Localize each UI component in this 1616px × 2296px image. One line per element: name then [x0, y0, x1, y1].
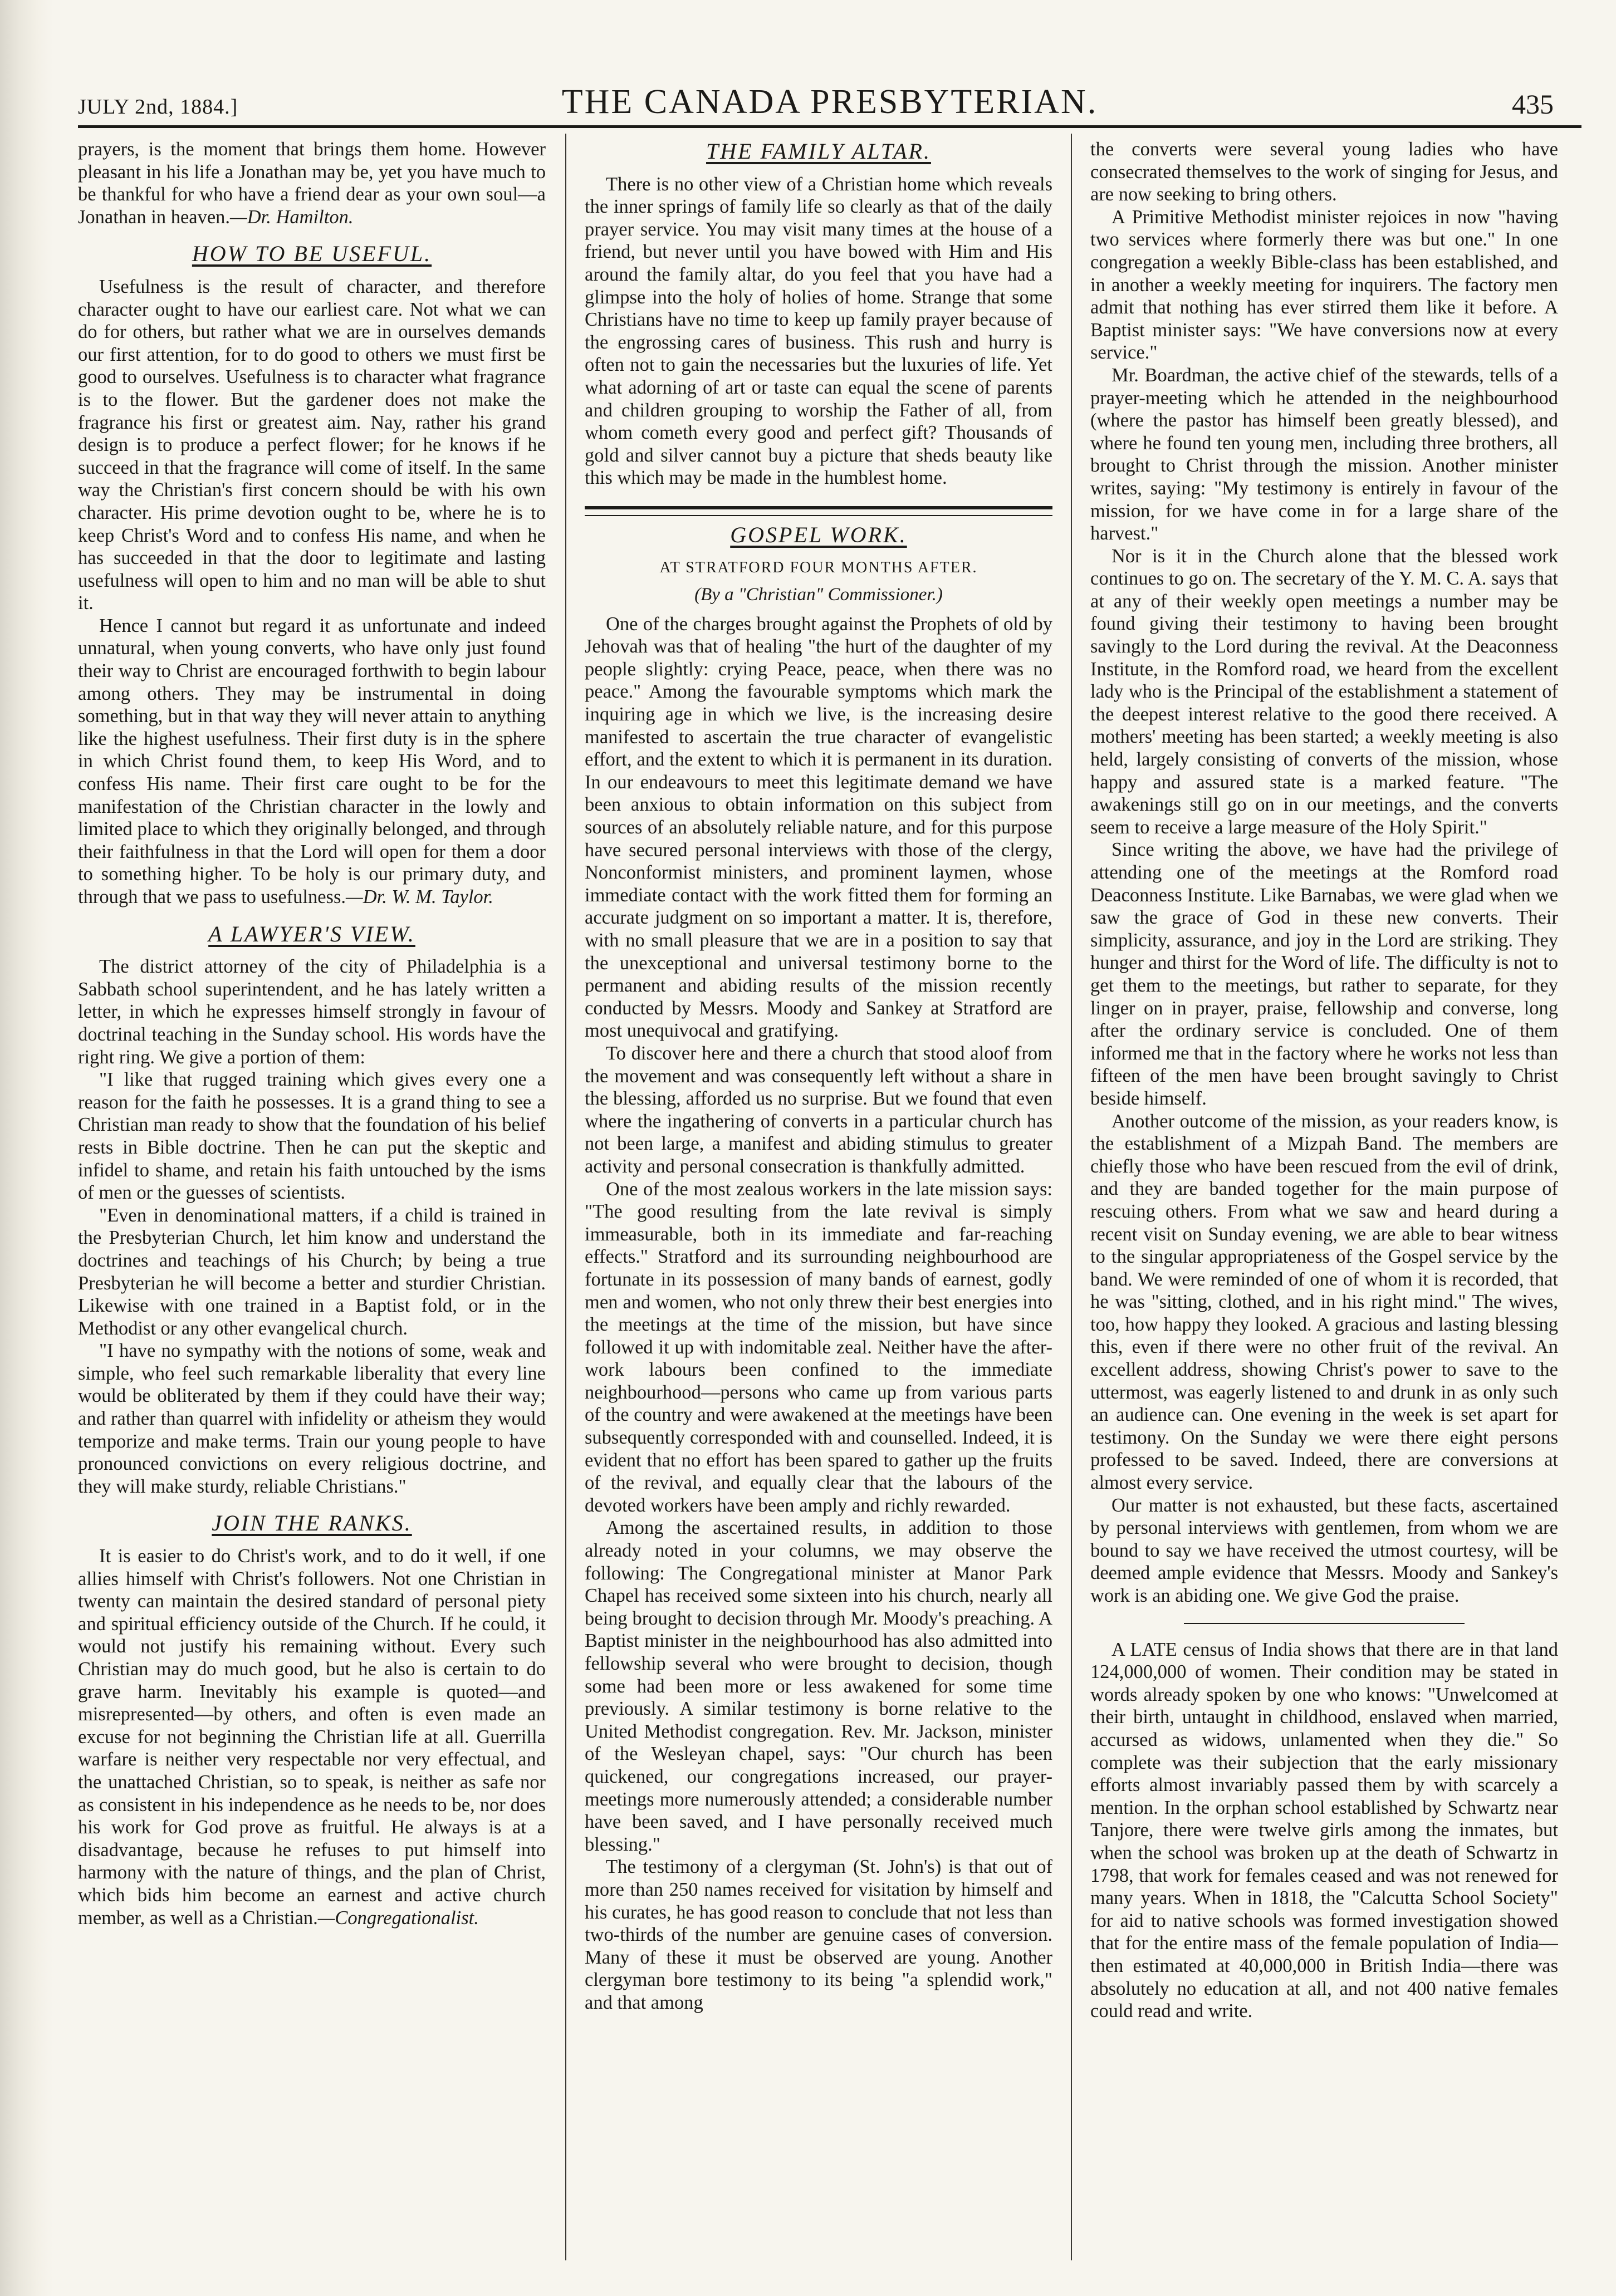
- paragraph-text: census of India shows that there are in that land 124,000,000 of women. Their condition may be stated in words already spoken by one who knows: "Unwelcomed at their birth, untaught in childhood, enslaved when married, accursed as widows, unlamented when they die." So complete was their subjection that the early missionary efforts almost invariably passed them by with scarcely a mention. In the orphan school established by Schwartz near Tanjore, there were twelve girls among the inmates, but when the school was broken up at the death of Schwartz in 1798, that work for females ceased and was not renewed for many years. When in 1818, the "Calcutta School Society" for aid to native schools was formed investigation showed that for the entire mass of the female population of India—then estimated at 40,000,000 in British India—there was absolutely no education at all, and not 400 native females could read and write.: [1090, 1638, 1558, 2022]
- column-1: [78, 138, 546, 2254]
- article-title-gospel-work: GOSPEL WORK.: [730, 522, 907, 547]
- article-continuation: [78, 138, 546, 228]
- column-divider-1: [565, 134, 566, 2260]
- newspaper-page: [78, 0, 1581, 2296]
- paragraph: the converts were several young ladies who have consecrated themselves to the work of singing for Jesus, and are now seeking to bring others.: [1090, 139, 1558, 205]
- section-rule: [585, 506, 1052, 509]
- paragraph: Since writing the above, we have had the privilege of attending one of the meetings at the Romford road Deaconness Institute. Like Barnabas, we were glad when we saw the grace of God in these new converts. Their simplicity, assurance, and joy in the Lord are striking. They hunger and thirst for the Word of life. The difficulty is not to get them to the meetings, but rather to separate, for they linger on in prayer, praise, fellowship and converse, long after the ordinary service is concluded. One of them informed me that in the factory where he works not less than fifteen of the men have been brought savingly to Christ beside himself.: [1090, 839, 1558, 1109]
- paragraph: Our matter is not exhausted, but these facts, ascertained by personal interviews with gentlemen, from whom we are bound to say we have received the utmost courtesy, will be deemed ample evidence that Messrs. Moody and Sankey's work is an abiding one. We give God the praise.: [1090, 1494, 1558, 1606]
- paragraph: One of the most zealous workers in the late mission says: "The good resulting from the late revival is simply immeasurable, both in its immediate and far-reaching effects." Stratford and its surrounding neighbourhood are fortunate in its possession of many bands of earnest, godly men and women, who not only threw their best energies into the meetings at the time of the mission, but have since followed it up with indomitable zeal. Neither have the after-work labours been confined to the immediate neighbourhood—persons who came up from various parts of the country and were awakened at the meetings have been subsequently corresponded with and counselled. Indeed, it is evident that no effort has been spared to gather up the fruits of the revival, and equally clear that the labours of the devoted workers have been amply and richly rewarded.: [585, 1178, 1052, 1516]
- paragraph: [78, 615, 546, 909]
- column-3: [1090, 138, 1558, 2254]
- paragraph: "Even in denominational matters, if a child is trained in the Presbyterian Church, let him know and understand the doctrines and teachings of his Church; by being a true Presbyterian he will become a better and sturdier Christian. Likewise with one trained in a Baptist fold, or in the Methodist or any other evangelical church.: [78, 1204, 546, 1339]
- paragraph: The district attorney of the city of Philadelphia is a Sabbath school superintendent, and he has lately written a letter, in which he expresses himself strongly in favour of doctrinal teaching in the Sunday school. His words have the right ring. We give a portion of them:: [78, 956, 546, 1068]
- book-spine-shadow: [0, 0, 53, 2296]
- page-number: 435: [1512, 89, 1554, 120]
- article-title-the-family-altar: THE FAMILY ALTAR.: [706, 139, 931, 164]
- paragraph: Nor is it in the Church alone that the blessed work continues to go on. The secretary of the Y. M. C. A. says that at any of their weekly open meetings a number may be found giving their testimony to having been brought savingly to the Lord during the revival. At the Deaconness Institute, in the Romford road, we heard from the excellent lady who is the Principal of the establishment a statement of the deepest interest relative to the good there received. A mothers' meeting has been started; a weekly meeting is also held, largely consisting of converts of the mission, whose happy and assured state is a marked feature. "The awakenings still go on in our meetings, and the converts seem to receive a large measure of the Holy Spirit.": [1090, 545, 1558, 838]
- paragraph: Mr. Boardman, the active chief of the stewards, tells of a prayer-meeting which he attended in the neighbourhood (where the pastor has himself been greatly blessed), and where he found ten young men, including three brothers, all brought to Christ through the mission. Another minister writes, saying: "My testimony is entirely in favour of the mission, for we have come in for a large share of the harvest.": [1090, 364, 1558, 544]
- article-title-join-the-ranks: JOIN THE RANKS.: [212, 1510, 412, 1536]
- paragraph-text: It is easier to do Christ's work, and to do it well, if one allies himself with Christ's followers. Not one Christian in twenty can maintain the desired standard of personal piety and spiritual efficiency outside of the Church. If he could, it would not justify his remaining without. Every such Christian may do much good, but he also is certain to do grave harm. Inevitably his example is quoted—and misrepresented—by others, and often is even made an excuse for not beginning the Christian life at all. Guerrilla warfare is neither very respectable nor very effectual, and the unattached Christian, so to speak, is neither as safe nor as consistent in his independence as he needs to be, nor does his work for God prove as fruitful. He always is at a disadvantage, because he refuses to put himself into harmony with the nature of things, and the plan of Christ, which bids him become an earnest and active church member, as well as a Christian.: [78, 1546, 546, 1929]
- paragraph: Another outcome of the mission, as your readers know, is the establishment of a Mizpah Band. The members are chiefly those who have been rescued from the evil of drink, and they are banded together for the main purpose of rescuing others. From what we saw and heard during a recent visit on Sunday evening, we are able to bear witness to the singular appropriateness of the Gospel service by the band. We were reminded of one of whom it is recorded, that he was "sitting, clothed, and in his right mind." The wives, too, how happy they looked. A gracious and lasting blessing this, even if there were no other fruit of the revival. An excellent address, showing Christ's power to save to the uttermost, was eagerly listened to and drunk in as only such an audience can. One evening in the week is set apart for testimony. On the Sunday we were there eight persons professed to be saved. Indeed, there are conversions at almost every service.: [1090, 1110, 1558, 1494]
- paragraph: Usefulness is the result of character, and therefore character ought to have our earliest care. Not what we can do for others, but rather what we are in ourselves demands our first attention, for to do good to others we must first be good to ourselves. Usefulness is to character what fragrance is to the flower. But the gardener does not make the fragrance his first or greatest aim. Nay, rather his grand design is to produce a perfect flower; for he knows if he succeed in that the fragrance will come of itself. In the same way the Christian's first concern should be with his own character. His prime devotion ought to be, where he is to keep Christ's Word and to confess His name, and when he has succeeded in that the door to legitimate and lasting usefulness will open to him and no man will be able to shut it.: [78, 276, 546, 614]
- paragraph: To discover here and there a church that stood aloof from the movement and was consequently left without a share in the blessing, afforded us no surprise. But we found that even where the ingathering of converts in a particular church has not been large, a manifest and abiding stimulus to greater activity and personal consecration is thankfully admitted.: [585, 1042, 1052, 1177]
- paragraph: The testimony of a clergyman (St. John's) is that out of more than 250 names received for visitation by himself and his curates, he has good reason to conclude that not less than two-thirds of the number are genuine cases of conversion. Many of these it must be observed are young. Another clergyman bore testimony to its being "a splendid work," and that among: [585, 1856, 1052, 2013]
- paragraph: [78, 1545, 546, 1929]
- article-attribution: —Dr. W. M. Taylor.: [346, 886, 493, 907]
- masthead-rule: [78, 125, 1581, 128]
- column-divider-2: [1071, 134, 1072, 2260]
- column-2: [585, 138, 1052, 2254]
- continuation-text: prayers, is the moment that brings them home. However pleasant in his life a Jonathan may be, yet you have much to be thankful for who have a friend dear as your own soul—a Jonathan in heaven.: [78, 139, 546, 228]
- paragraph: A Primitive Methodist minister rejoices in now "having two services where formerly there was but one." In one congregation a weekly Bible-class has been established, and in another a weekly meeting for inquirers. The factory men admit that nothing has ever stirred them like it before. A Baptist minister says: "We have conversions now at every service.": [1090, 206, 1558, 364]
- article-separator: [1184, 1623, 1465, 1624]
- paragraph: "I like that rugged training which gives every one a reason for the faith he possesses. It is a grand thing to see a Christian man ready to show that the foundation of his belief rests in Bible doctrine. Then he can put the skeptic and infidel to shame, and retain his faith untouched by the isms of men or the guesses of scientists.: [78, 1069, 546, 1204]
- paragraph: Among the ascertained results, in addition to those already noted in your columns, we may observe the following: The Congregational minister at Manor Park Chapel has received some sixteen into his church, nearly all being brought to decision through Mr. Moody's preaching. A Baptist minister in the neighbourhood has also admitted into fellowship several who were brought to decision, though some had been more or less awakened for some time previously. A similar testimony is borne relative to the United Methodist congregation. Rev. Mr. Jackson, minister of the Wesleyan chapel, says: "Our church has been quickened, our congregations increased, our prayer-meetings more numerously attended; a considerable number have been saved, and I have personally received much blessing.": [585, 1517, 1052, 1855]
- paragraph: [1090, 1638, 1558, 2023]
- article-byline: (By a "Christian" Commissioner.): [694, 585, 943, 605]
- article-subtitle: AT STRATFORD FOUR MONTHS AFTER.: [659, 558, 978, 576]
- continuation-attribution: —Dr. Hamilton.: [230, 206, 354, 228]
- article-title-how-to-be-useful: HOW TO BE USEFUL.: [192, 241, 432, 267]
- paragraph: There is no other view of a Christian home which reveals the inner springs of family life so clearly as that of the daily prayer service. You may visit many times at the house of a friend, but never until you have bowed with Him and His around the family altar, do you feel that you have had a glimpse into the holy of holies of home. Strange that some Christians have no time to keep up family prayer because of the engrossing cares of business. This rush and hurry is often not to gain the necessaries but the luxuries of life. Yet what adorning of art or taste can equal the scene of parents and children grouping to worship the Father of all, from whom cometh every good and perfect gift? Thousands of gold and silver cannot buy a picture that sheds beauty like this which may be made in the humblest home.: [585, 173, 1052, 489]
- article-attribution: —Congregationalist.: [317, 1907, 479, 1929]
- section-rule-thin: [585, 515, 1052, 516]
- paragraph: "I have no sympathy with the notions of some, weak and simple, who feel such remarkable liberality that every line would be obliterated by them if they could have their way; and rather than quarrel with infidelity or atheism they would temporize and make terms. Train our young people to have pronounced convictions on every religious doctrine, and they will make sturdy, reliable Christians.": [78, 1340, 546, 1497]
- paragraph: One of the charges brought against the Prophets of old by Jehovah was that of healing "the hurt of the daughter of my people slightly: crying Peace, peace, when there was no peace." Among the favourable symptoms which mark the inquiring age in which we live, is the increasing desire manifested to ascertain the true character of evangelistic effort, and the extent to which it is permanent in its duration. In our endeavours to meet this legitimate demand we have been anxious to obtain information on this subject from sources of an absolutely reliable nature, and for this purpose have secured personal interviews with those of the clergy, Nonconformist ministers, and prominent laymen, whose immediate contact with the work fitted them for forming an accurate judgment on so important a matter. It is, therefore, with no small pleasure that we are in a position to say that the unexceptional and universal testimony borne to the permanent and abiding results of the mission recently conducted by Messrs. Moody and Sankey at Stratford are most unequivocal and gratifying.: [585, 613, 1052, 1042]
- lead-in-caps: A LATE: [1111, 1638, 1177, 1660]
- issue-date: JULY 2nd, 1884.]: [78, 95, 238, 119]
- article-title-a-lawyers-view: A LAWYER'S VIEW.: [208, 921, 415, 946]
- newspaper-title: THE CANADA PRESBYTERIAN.: [561, 83, 1098, 121]
- masthead: [78, 82, 1581, 121]
- paragraph-text: Hence I cannot but regard it as unfortunate and indeed unnatural, when young converts, who have only just found their way to Christ are encouraged forthwith to begin labour among others. They may be instrumental in doing something, but in that way they will never attain to anything like the highest usefulness. Their first duty is in the sphere in which Christ found them, to keep His Word, and to confess His name. Their first care ought to be for the manifestation of the Christian character in the lowly and limited place to which they originally belonged, and through their faithfulness in that the Lord will open for them a door to something higher. To be holy is our primary duty, and through that we pass to usefulness.: [78, 615, 546, 907]
